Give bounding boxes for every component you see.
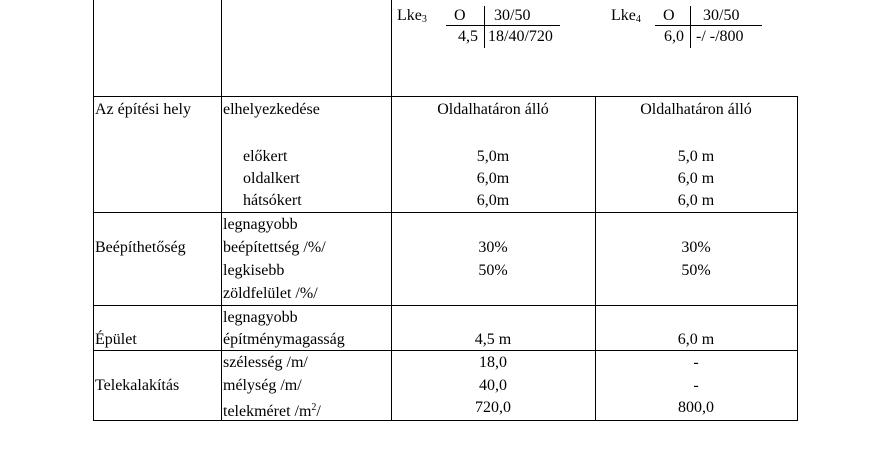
cell-lke4-max-height: 6,0 m [677, 331, 715, 348]
zone-fraction-line [446, 25, 560, 26]
row-divider-building-site [93, 212, 798, 213]
cell-lke4-placement: Oldalhatáron álló [640, 101, 752, 118]
row-label-max-height-2: építménymagasság [223, 331, 345, 348]
row-divider-buildability [93, 305, 798, 306]
cell-lke4-max-coverage: 30% [681, 239, 711, 256]
section-label: Beépíthetőség [95, 239, 186, 256]
cell-lke4-plot-size: 800,0 [678, 399, 714, 416]
zone-fraction-divider [484, 6, 485, 48]
zone-name: Lke$_4$ [611, 7, 641, 25]
zone-name: Lke$_3$ [397, 7, 427, 25]
row-divider-building [93, 350, 798, 351]
zone-plot-values: 18/40/720 [488, 28, 553, 45]
cell-lke3-plot-width: 18,0 [479, 354, 507, 371]
zone-plot-values: -/ -/800 [696, 28, 744, 45]
zone-ratio: 30/50 [494, 7, 531, 24]
zone-building-mode: O [663, 7, 675, 24]
row-label-plot-depth: mélység /m/ [223, 377, 302, 394]
row-label-max-coverage-2: beépítettség /%/ [223, 239, 326, 256]
row-label-rear-yard: hátsókert [243, 192, 302, 209]
section-label: Telekalakítás [95, 377, 180, 394]
table-divider-col3 [595, 96, 596, 421]
cell-lke3-rear-yard: 6,0m [476, 192, 510, 209]
row-label-plot-width: szélesség /m/ [223, 354, 308, 371]
row-label-min-green-2: zöldfelület /%/ [223, 285, 318, 302]
section-label: Épület [95, 331, 137, 348]
table-border-bottom [93, 420, 798, 421]
cell-lke4-min-green: 50% [681, 262, 711, 279]
row-label-placement: elhelyezkedése [223, 101, 320, 118]
cell-lke4-plot-depth: - [693, 377, 699, 394]
cell-lke4-plot-width: - [693, 354, 699, 371]
cell-lke4-rear-yard: 6,0 m [677, 192, 715, 209]
table-divider-col2 [391, 0, 392, 421]
row-label-side-yard: oldalkert [243, 170, 300, 187]
cell-lke3-max-height: 4,5 m [474, 331, 512, 348]
table-border-right [797, 96, 798, 421]
cell-lke4-front-yard: 5,0 m [677, 148, 715, 165]
zone-fraction-divider [690, 6, 691, 48]
cell-lke3-front-yard: 5,0m [476, 148, 510, 165]
zone-height: 4,5 [458, 28, 478, 45]
table-divider-col1 [221, 0, 222, 421]
zone-ratio: 30/50 [703, 7, 740, 24]
row-label-plot-size: telekméret $/m^2/$ [223, 402, 321, 420]
row-label-front-yard: előkert [243, 148, 288, 165]
row-divider-header [93, 96, 798, 97]
row-label-min-green-1: legkisebb [223, 262, 285, 279]
table-border-left [93, 0, 94, 421]
cell-lke3-side-yard: 6,0m [476, 170, 510, 187]
cell-lke3-placement: Oldalhatáron álló [437, 101, 549, 118]
cell-lke4-side-yard: 6,0 m [677, 170, 715, 187]
row-label-max-height-1: legnagyobb [223, 309, 298, 326]
cell-lke3-min-green: 50% [478, 262, 508, 279]
zone-building-mode: O [454, 7, 466, 24]
cell-lke3-plot-size: 720,0 [475, 399, 511, 416]
zone-height: 6,0 [664, 28, 684, 45]
cell-lke3-plot-depth: 40,0 [479, 377, 507, 394]
row-label-max-coverage-1: legnagyobb [223, 216, 298, 233]
zone-fraction-line [655, 25, 762, 26]
cell-lke3-max-coverage: 30% [478, 239, 508, 256]
section-label: Az építési hely [95, 101, 191, 118]
